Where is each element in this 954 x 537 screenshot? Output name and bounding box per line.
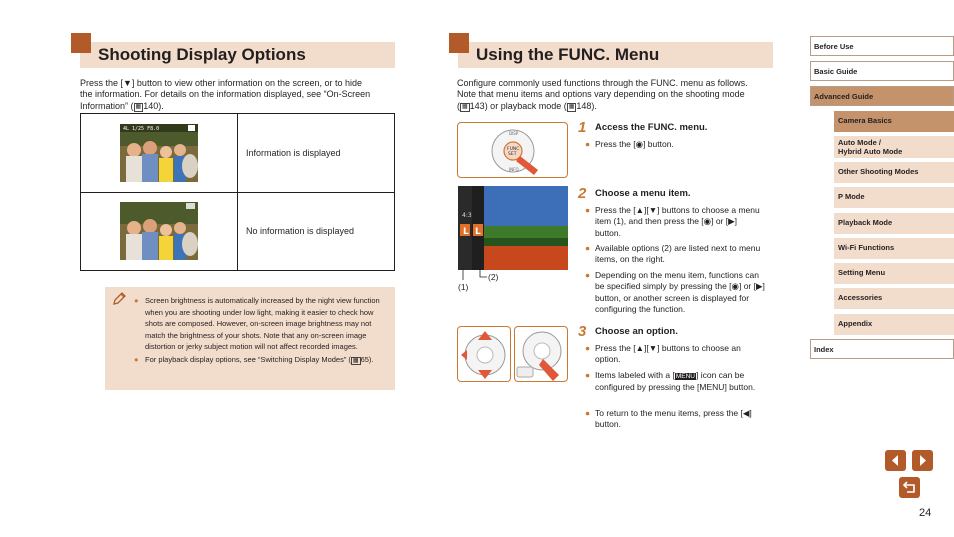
family-photo-with-info	[120, 124, 198, 182]
table-text-cell: Information is displayed	[238, 114, 395, 193]
note-item	[133, 295, 387, 353]
bullet-dot: ●	[585, 139, 591, 149]
note-ref-page[interactable]: 65).	[360, 354, 374, 364]
bullet-text: ] or [▶] button, or another screen is displayed for configuring the function.	[595, 281, 765, 315]
display-options-intro	[80, 78, 398, 112]
intro-ref-shooting[interactable]: 143) or playback mode (	[469, 100, 567, 111]
intro-line-3: ( ▦ 143) or playback mode ( ▦ 148).	[457, 100, 597, 111]
intro-line-1: Press the [▼] button to view other information on the screen, or to hide	[80, 78, 363, 88]
table-row	[81, 192, 395, 271]
dial-press-figure	[514, 326, 568, 382]
intro-ref-page[interactable]: 140).	[143, 100, 164, 111]
arrow-left-icon	[885, 450, 906, 471]
svg-text:4L 1/25 F8.0: 4L 1/25 F8.0	[123, 125, 160, 132]
svg-text:L: L	[475, 227, 481, 237]
bullet-text: Available options (2) are listed next to menu items, on the right.	[595, 243, 761, 265]
bullet-dot: ●	[585, 205, 591, 215]
table-row	[81, 114, 395, 193]
nav-wifi-functions[interactable]: Wi-Fi Functions	[834, 238, 954, 259]
func-menu-intro	[457, 78, 777, 112]
func-menu-screen-figure	[458, 186, 568, 270]
menu-icon: MENU	[675, 373, 695, 380]
intro-line-2: Note that menu items and options vary depending on the shooting mode	[457, 89, 745, 100]
bullet-dot: ●	[134, 296, 139, 305]
prev-page-button[interactable]	[885, 450, 906, 471]
func-set-icon: ◉	[703, 216, 712, 227]
bullet-dot: ●	[134, 354, 139, 364]
pencil-icon	[111, 291, 127, 307]
svg-text:INFO: INFO	[509, 167, 519, 172]
section-heading-func-menu	[458, 42, 773, 68]
callout-2: (2)	[488, 272, 499, 282]
step-number: 2	[578, 185, 587, 202]
heading-marker	[449, 33, 469, 53]
step-2-bullet	[585, 270, 765, 316]
display-options-table	[80, 113, 395, 271]
step-2-bullet	[585, 205, 765, 239]
step-2-bullet	[585, 243, 765, 266]
step-1-bullet	[585, 139, 765, 150]
bullet-text: Depending on the menu item, functions can be specified simply by pressing the [	[595, 270, 759, 292]
section-heading-display-options	[80, 42, 395, 68]
nav-index[interactable]: Index	[810, 339, 954, 359]
nav-before-use[interactable]: Before Use	[810, 36, 954, 56]
note-item	[133, 354, 387, 368]
arrow-right-icon	[912, 450, 933, 471]
next-page-button[interactable]	[912, 450, 933, 471]
intro-ref-text: Information” (	[80, 100, 134, 111]
svg-text:SET: SET	[508, 152, 517, 157]
bullet-dot: ●	[585, 243, 591, 253]
nav-appendix[interactable]: Appendix	[834, 314, 954, 335]
bullet-text: Press the [▲][▼] buttons to choose an option.	[595, 343, 741, 365]
bullet-dot: ●	[585, 408, 591, 418]
func-button-figure	[457, 122, 568, 178]
nav-auto-mode-line2: Hybrid Auto Mode	[838, 147, 903, 156]
svg-text:4:3: 4:3	[462, 212, 472, 219]
book-icon: ▦	[462, 103, 468, 110]
step-title: Choose a menu item.	[595, 188, 691, 199]
step-3-bullet	[585, 370, 765, 394]
svg-text:FUNC: FUNC	[507, 147, 520, 152]
intro-line-3	[80, 101, 398, 112]
intro-line-1: Configure commonly used functions through the FUNC. menu as follows.	[457, 78, 748, 88]
return-icon	[899, 477, 920, 498]
svg-text:L: L	[463, 227, 469, 237]
table-text-cell: No information is displayed	[238, 192, 395, 271]
func-set-icon: ◉	[635, 139, 644, 149]
step-number: 1	[578, 119, 587, 136]
note-text: Screen brightness is automatically increased by the night view function when you are shooting under low light, making it easier to check how shots are composed. However, on-screen image brightness may not match the brightness of your shots. Note that any on-screen image distortion or jerky subject motion will not affect recorded images.	[145, 296, 380, 352]
dial-updown-figure	[457, 326, 511, 382]
bullet-text: Press the [	[595, 139, 636, 149]
note-list	[133, 295, 387, 369]
intro-ref-playback[interactable]: 148).	[576, 100, 597, 111]
bullet-text: ] or [▶] button.	[595, 216, 737, 238]
callout-1: (1)	[458, 282, 469, 292]
nav-p-mode[interactable]: P Mode	[834, 187, 954, 208]
page-number: 24	[919, 507, 932, 519]
heading-text: Using the FUNC. Menu	[476, 45, 660, 64]
bullet-text: To return to the menu items, press the [◀] button.	[595, 408, 752, 430]
bullet-dot: ●	[585, 343, 591, 353]
step-title: Choose an option.	[595, 326, 678, 337]
step-3-bullet	[585, 343, 765, 366]
heading-text: Shooting Display Options	[98, 45, 306, 64]
nav-setting-menu[interactable]: Setting Menu	[834, 263, 954, 284]
table-image-cell	[81, 192, 238, 271]
book-icon: ▦	[568, 103, 575, 110]
nav-camera-basics[interactable]: Camera Basics	[834, 111, 954, 132]
bullet-text: Press the [▲][▼] buttons to choose a menu item (1), and then press the [	[595, 205, 760, 227]
nav-auto-mode[interactable]	[834, 136, 954, 158]
nav-accessories[interactable]: Accessories	[834, 288, 954, 309]
note-text: For playback display options, see “Switching Display Modes” (	[145, 354, 351, 364]
nav-basic-guide[interactable]: Basic Guide	[810, 61, 954, 81]
svg-text:DISP: DISP	[509, 131, 519, 136]
return-button[interactable]	[899, 477, 920, 498]
family-photo-no-info	[120, 202, 198, 260]
book-icon: ▦	[135, 103, 142, 110]
intro-line-2: the information. For details on the information displayed, see “On-Screen	[80, 89, 371, 100]
nav-other-shooting-modes[interactable]: Other Shooting Modes	[834, 162, 954, 183]
func-set-icon: ◉	[731, 281, 739, 292]
nav-auto-mode-line1: Auto Mode /	[838, 138, 881, 147]
bullet-text: ] icon can be configured by pressing the [MENU] button.	[595, 370, 756, 393]
bullet-dot: ●	[585, 370, 591, 380]
book-icon: ▦	[352, 357, 359, 364]
note-box	[105, 287, 395, 390]
bullet-dot: ●	[585, 270, 591, 280]
step-title: Access the FUNC. menu.	[595, 122, 708, 133]
nav-advanced-guide[interactable]: Advanced Guide	[810, 86, 954, 106]
step-3-bullet	[585, 408, 765, 431]
nav-playback-mode[interactable]: Playback Mode	[834, 213, 954, 234]
heading-marker	[71, 33, 91, 53]
step-number: 3	[578, 323, 587, 340]
table-image-cell	[81, 114, 238, 193]
bullet-text: Items labeled with a [	[595, 370, 675, 380]
bullet-text: ] button.	[643, 139, 674, 149]
